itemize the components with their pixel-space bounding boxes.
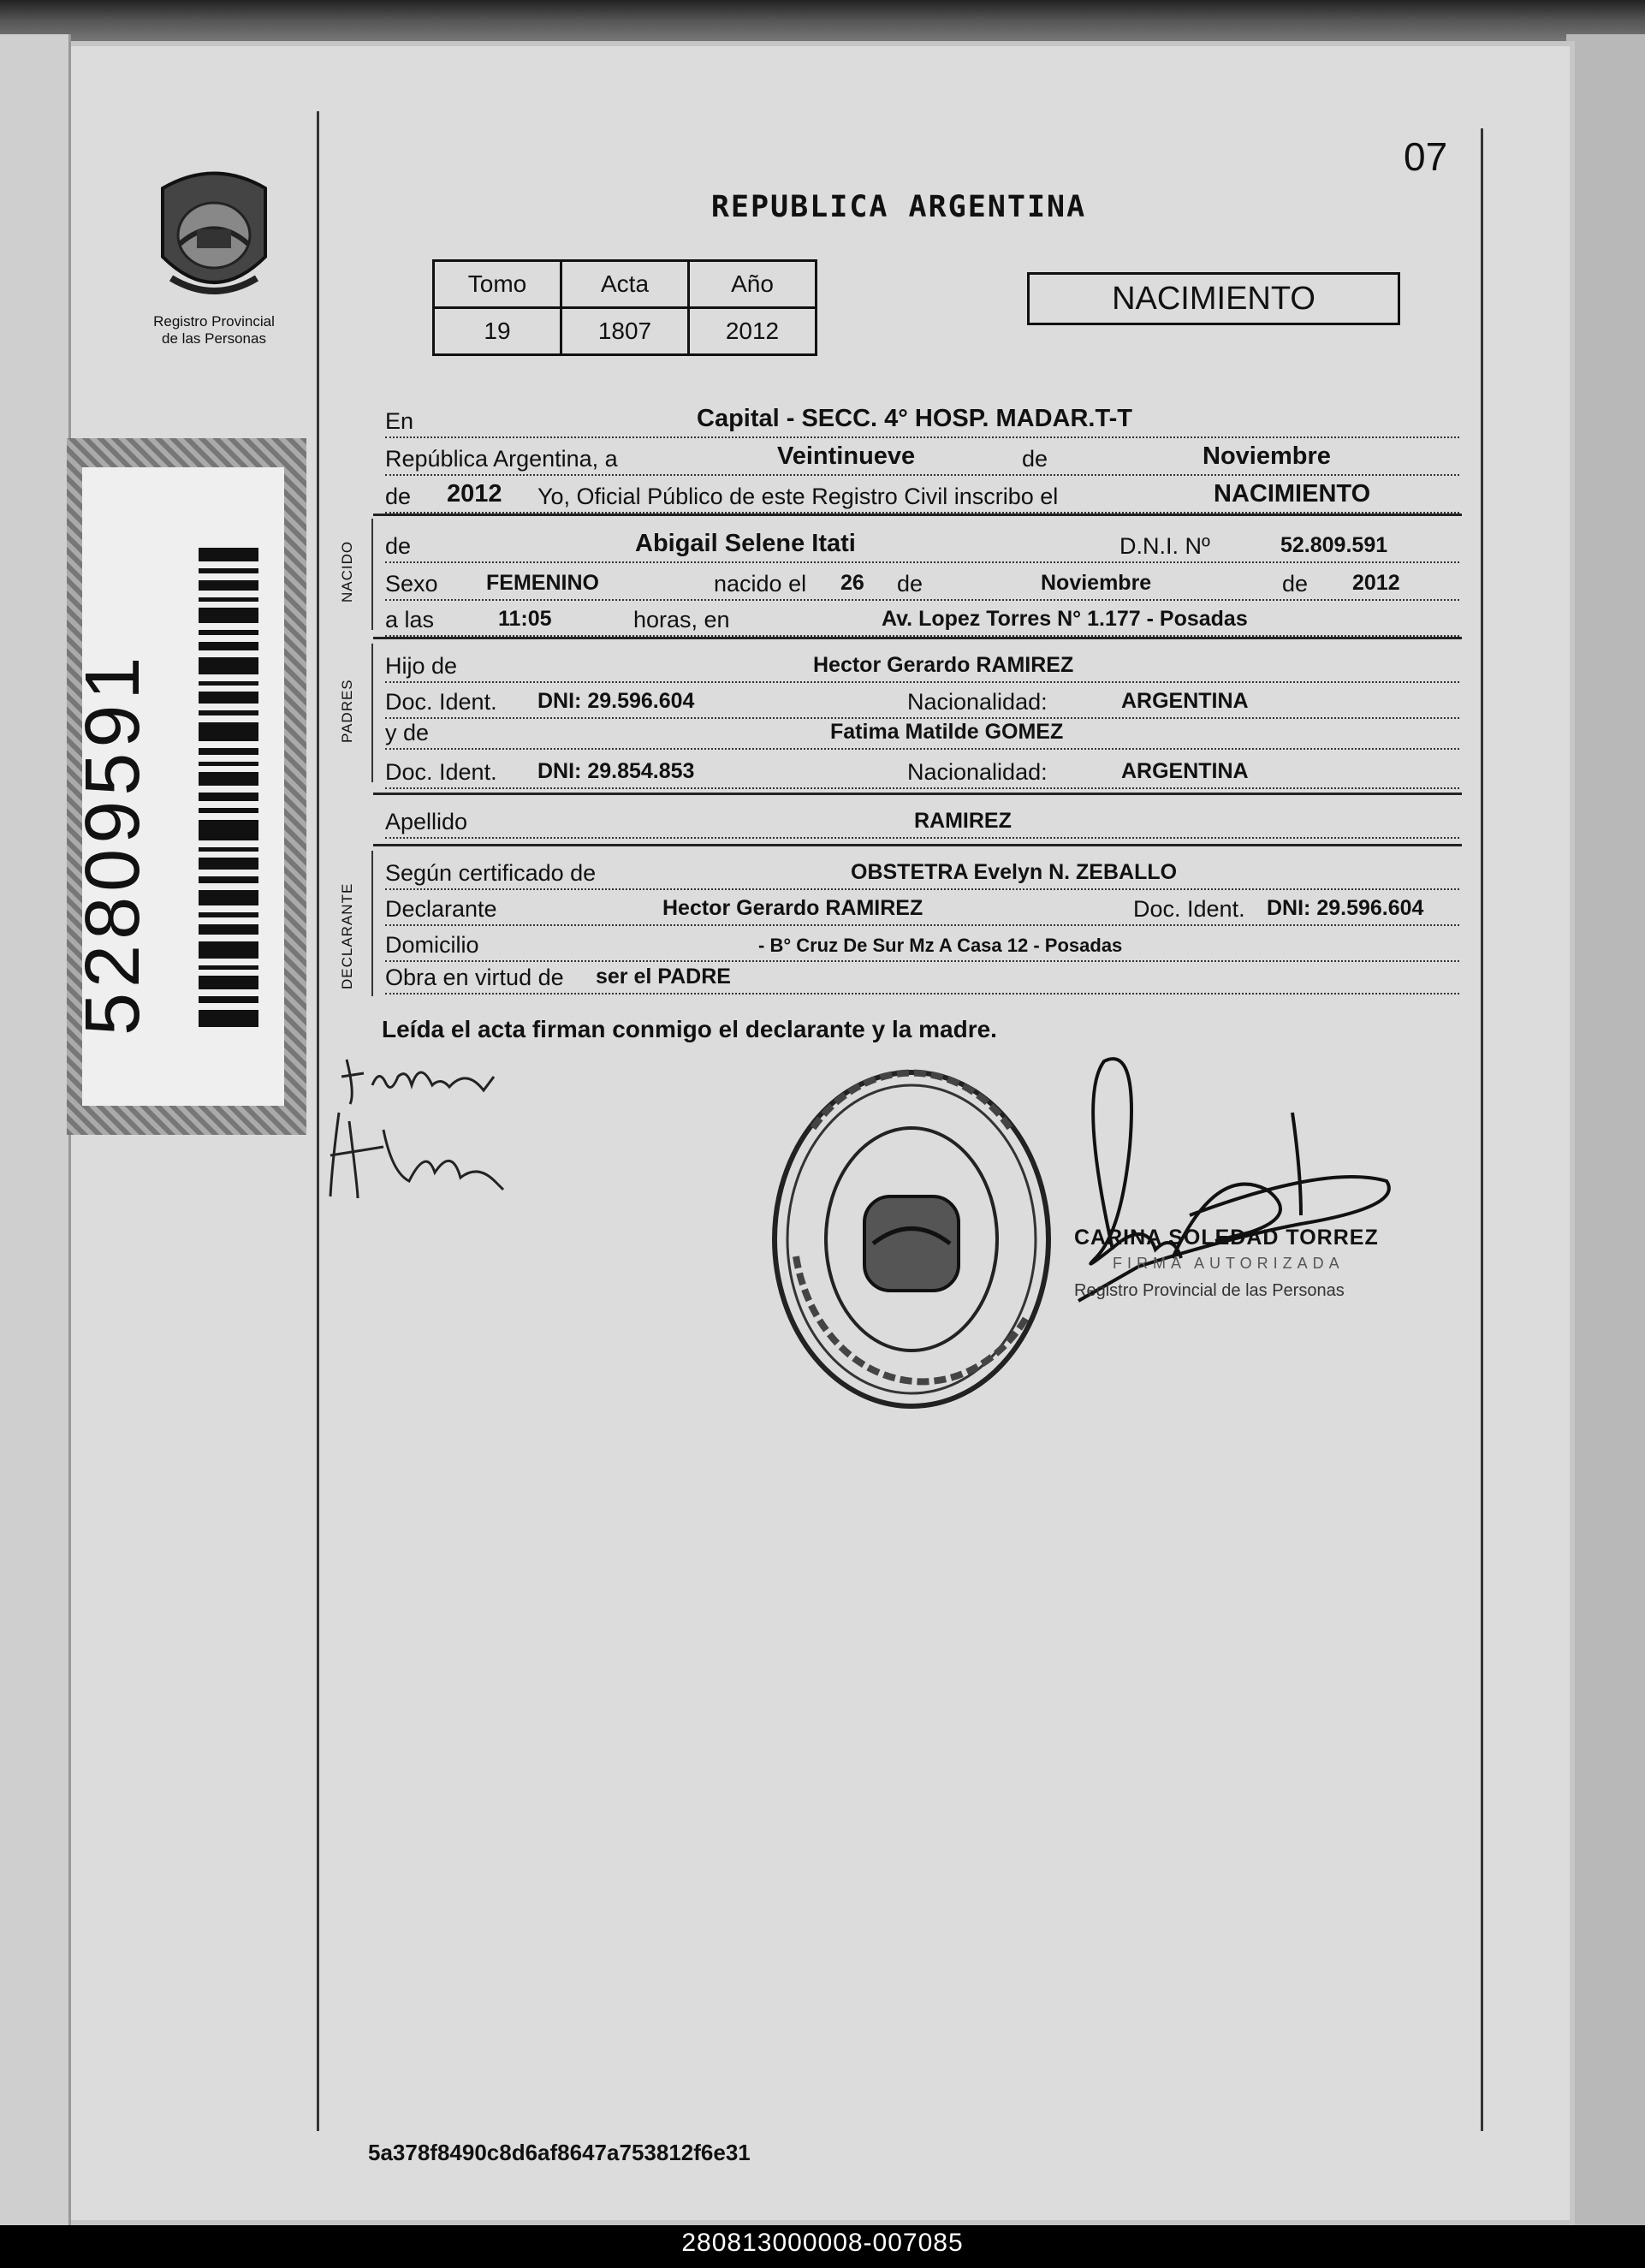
acto-value: NACIMIENTO <box>1214 480 1371 508</box>
barcode-number: 52809591 <box>70 651 156 1036</box>
a-las-label: a las <box>385 607 435 632</box>
background-right <box>1566 34 1645 2225</box>
de-label-2: de <box>385 484 412 509</box>
nacido-anio-value: 2012 <box>1352 571 1400 595</box>
record-type-box: NACIMIENTO <box>1027 272 1400 325</box>
mes-value: Noviembre <box>1203 442 1331 470</box>
crest-caption <box>120 313 308 347</box>
padre-nac-label: Nacionalidad: <box>907 689 1048 715</box>
oficial-text: Yo, Oficial Público de este Registro Civil inscribo el <box>537 484 1059 509</box>
apellido-label: Apellido <box>385 809 468 834</box>
separator <box>373 514 1462 516</box>
lugar-value: Capital - SECC. 4° HOSP. MADAR.T-T <box>697 405 1132 432</box>
section-line-declarante <box>371 851 373 996</box>
margin-line-left <box>317 111 319 2131</box>
footer-id: 280813000008-007085 <box>681 2229 964 2257</box>
official-role: FIRMA AUTORIZADA <box>1113 1255 1345 1272</box>
document-hash: 5a378f8490c8d6af8647a753812f6e31 <box>368 2140 751 2165</box>
row-nombre <box>385 522 1459 563</box>
registry-table <box>432 259 817 356</box>
padre-nac-value: ARGENTINA <box>1121 689 1249 713</box>
row-declarante <box>385 885 1459 926</box>
closing-statement: Leída el acta firman conmigo el declarante y la madre. <box>382 1016 997 1042</box>
domicilio-label: Domicilio <box>385 932 479 958</box>
lugar-label: En <box>385 408 414 434</box>
apellido-value: RAMIREZ <box>914 809 1012 833</box>
registry-header-anio: Año <box>689 261 817 308</box>
certificado-value: OBSTETRA Evelyn N. ZEBALLO <box>851 860 1178 884</box>
dia-letras-value: Veintinueve <box>777 442 916 470</box>
declarante-label: Declarante <box>385 896 497 922</box>
registry-value-anio: 2012 <box>689 308 817 355</box>
declarante-doc-label: Doc. Ident. <box>1133 896 1245 922</box>
section-label-padres: PADRES <box>339 679 355 743</box>
nacimiento-lugar-value: Av. Lopez Torres N° 1.177 - Posadas <box>882 607 1248 631</box>
row-madre-doc <box>385 748 1459 789</box>
anio-value: 2012 <box>447 480 502 508</box>
document-title: REPUBLICA ARGENTINA <box>710 190 1087 224</box>
crest-caption-line1: Registro Provincial <box>153 313 275 330</box>
dni-label: D.N.I. Nº <box>1119 533 1210 559</box>
registry-value-tomo: 19 <box>434 308 561 355</box>
padre-value: Hector Gerardo RAMIREZ <box>813 653 1074 677</box>
page-number: 07 <box>1404 134 1448 179</box>
declarant-signature-icon <box>324 1095 512 1215</box>
official-name: CARINA SOLEDAD TORREZ <box>1074 1226 1379 1250</box>
row-obra <box>385 953 1459 994</box>
sexo-label: Sexo <box>385 571 438 597</box>
registry-header-tomo: Tomo <box>434 261 561 308</box>
row-sexo <box>385 560 1459 601</box>
row-lugar <box>385 397 1459 438</box>
provincial-crest-icon <box>145 163 282 308</box>
row-certificado <box>385 849 1459 890</box>
row-hora-lugar <box>385 596 1459 637</box>
dia-value: 26 <box>840 571 864 595</box>
nacido-label: nacido el <box>714 571 807 597</box>
obra-value: ser el PADRE <box>596 965 731 989</box>
registry-value-acta: 1807 <box>561 308 689 355</box>
section-label-nacido: NACIDO <box>339 540 355 603</box>
nacido-de-label: de <box>897 571 923 597</box>
domicilio-value: - B° Cruz De Sur Mz A Casa 12 - Posadas <box>758 935 1123 956</box>
horas-label: horas, en <box>633 607 730 632</box>
nacido-mes-value: Noviembre <box>1041 571 1152 595</box>
nombre-de-label: de <box>385 533 412 559</box>
madre-doc-label: Doc. Ident. <box>385 759 497 785</box>
declarante-doc-value: DNI: 29.596.604 <box>1267 896 1424 920</box>
obra-label: Obra en virtud de <box>385 965 564 990</box>
separator <box>373 844 1462 846</box>
row-apellido <box>385 798 1459 839</box>
republica-label: República Argentina, a <box>385 446 618 472</box>
row-acto <box>385 472 1459 514</box>
madre-nac-label: Nacionalidad: <box>907 759 1048 785</box>
registry-table-header-row <box>434 261 817 308</box>
nacido-de-label-2: de <box>1282 571 1309 597</box>
sexo-value: FEMENINO <box>486 571 599 595</box>
madre-value: Fatima Matilde GOMEZ <box>830 720 1064 744</box>
hijo-label: Hijo de <box>385 653 458 679</box>
crest-caption-line2: de las Personas <box>162 330 266 347</box>
separator <box>373 793 1462 795</box>
padre-doc-value: DNI: 29.596.604 <box>537 689 695 713</box>
official-registry: Registro Provincial de las Personas <box>1074 1281 1345 1300</box>
row-padre <box>385 642 1459 683</box>
padre-doc-label: Doc. Ident. <box>385 689 497 715</box>
section-line-nacido <box>371 519 373 630</box>
certificado-label: Según certificado de <box>385 860 597 886</box>
hora-value: 11:05 <box>498 607 552 631</box>
book-spine <box>0 34 71 2225</box>
declarante-value: Hector Gerardo RAMIREZ <box>662 896 923 920</box>
section-line-padres <box>371 644 373 782</box>
section-label-declarante: DECLARANTE <box>339 882 355 989</box>
registry-table-value-row <box>434 308 817 355</box>
margin-line-right <box>1481 128 1483 2131</box>
dni-value: 52.809.591 <box>1280 533 1388 557</box>
row-fecha-inscripcion <box>385 435 1459 476</box>
separator <box>373 637 1462 639</box>
de-label: de <box>1022 446 1048 472</box>
official-stamp-icon <box>762 1060 1061 1419</box>
yde-label: y de <box>385 720 430 745</box>
registry-header-acta: Acta <box>561 261 689 308</box>
barcode-icon <box>199 548 258 1027</box>
row-madre <box>385 709 1459 750</box>
madre-doc-value: DNI: 29.854.853 <box>537 759 695 783</box>
nombre-value: Abigail Selene Itati <box>635 530 856 557</box>
madre-nac-value: ARGENTINA <box>1121 759 1249 783</box>
